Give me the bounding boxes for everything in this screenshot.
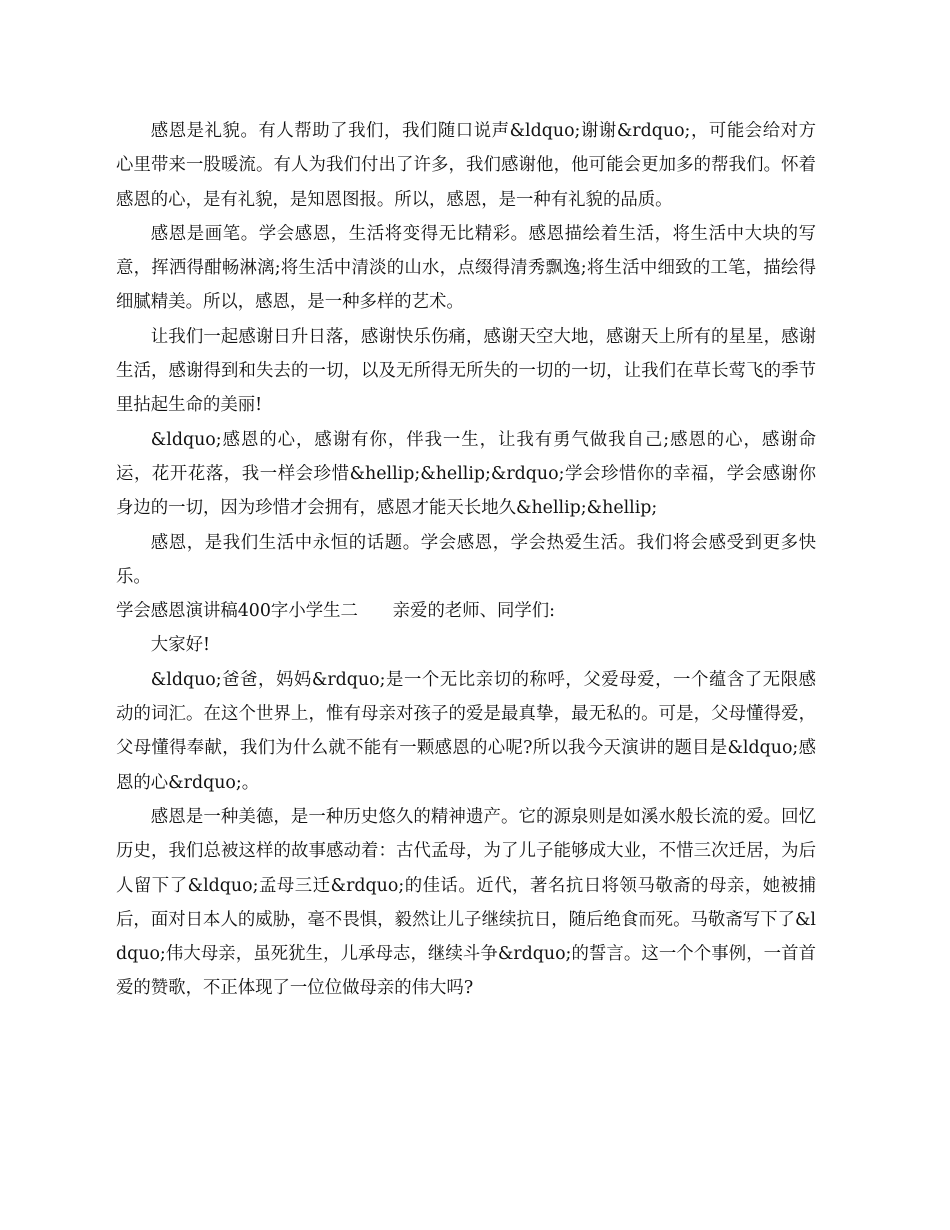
paragraph-thank-everything: 让我们一起感谢日升日落，感谢快乐伤痛，感谢天空大地，感谢天上所有的星星，感谢生活，感谢得到和失去的一切，以及无所得无所失的一切的一切，让我们在草长莺飞的季节里拈起生命的美丽!: [116, 326, 816, 416]
greeting: 大家好!: [150, 635, 210, 656]
section-heading: 学会感恩演讲稿400字小学生二 亲爱的老师、同学们:: [116, 601, 556, 622]
paragraph-parents-love: &ldquo;爸爸，妈妈&rdquo;是一个无比亲切的称呼，父爱母爱，一个蕴含了无限感动的词汇。在这个世界上，惟有母亲对孩子的爱是最真挚，最无私的。可是，父母懂得爱，父母懂得奉献，我们为什么就不能有一颗感恩的心呢?所以我今天演讲的题目是&ldquo;感恩的心&rdquo;。: [116, 669, 816, 793]
paragraph-paintbrush: 感恩是画笔。学会感恩，生活将变得无比精彩。感恩描绘着生活，将生活中大块的写意，挥洒得酣畅淋漓;将生活中清淡的山水，点缀得清秀飘逸;将生活中细致的工笔，描绘得细腻精美。所以，感恩，是一种多样的艺术。: [116, 223, 816, 313]
paragraph-history: 感恩是一种美德，是一种历史悠久的精神遗产。它的源泉则是如溪水般长流的爱。回忆历史，我们总被这样的故事感动着：古代孟母，为了儿子能够成大业，不惜三次迁居，为后人留下了&ldquo;孟母三迁&rdquo;的佳话。近代，著名抗日将领马敬斋的母亲，她被捕后，面对日本人的威胁，毫不畏惧，毅然让儿子继续抗日，随后绝食而死。马敬斋写下了&ldquo;伟大母亲，虽死犹生，儿承母志，继续斗争&rdquo;的誓言。这一个个事例，一首首爱的赞歌，不正体现了一位位做母亲的伟大吗?: [116, 806, 816, 999]
paragraph-grateful-heart: &ldquo;感恩的心，感谢有你，伴我一生，让我有勇气做我自己;感恩的心，感谢命运，花开花落，我一样会珍惜&hellip;&hellip;&rdquo;学会珍惜你的幸福，学会感谢你身边的一切，因为珍惜才会拥有，感恩才能天长地久&hellip;&hellip;: [116, 429, 816, 519]
paragraph-eternal-topic: 感恩，是我们生活中永恒的话题。学会感恩，学会热爱生活。我们将会感受到更多快乐。: [116, 532, 816, 587]
paragraph-courtesy: 感恩是礼貌。有人帮助了我们，我们随口说声&ldquo;谢谢&rdquo;，可能会给对方心里带来一股暖流。有人为我们付出了许多，我们感谢他，他可能会更加多的帮我们。怀着感恩的心，是有礼貌，是知恩图报。所以，感恩，是一种有礼貌的品质。: [116, 121, 816, 210]
document-body: [116, 114, 816, 1006]
